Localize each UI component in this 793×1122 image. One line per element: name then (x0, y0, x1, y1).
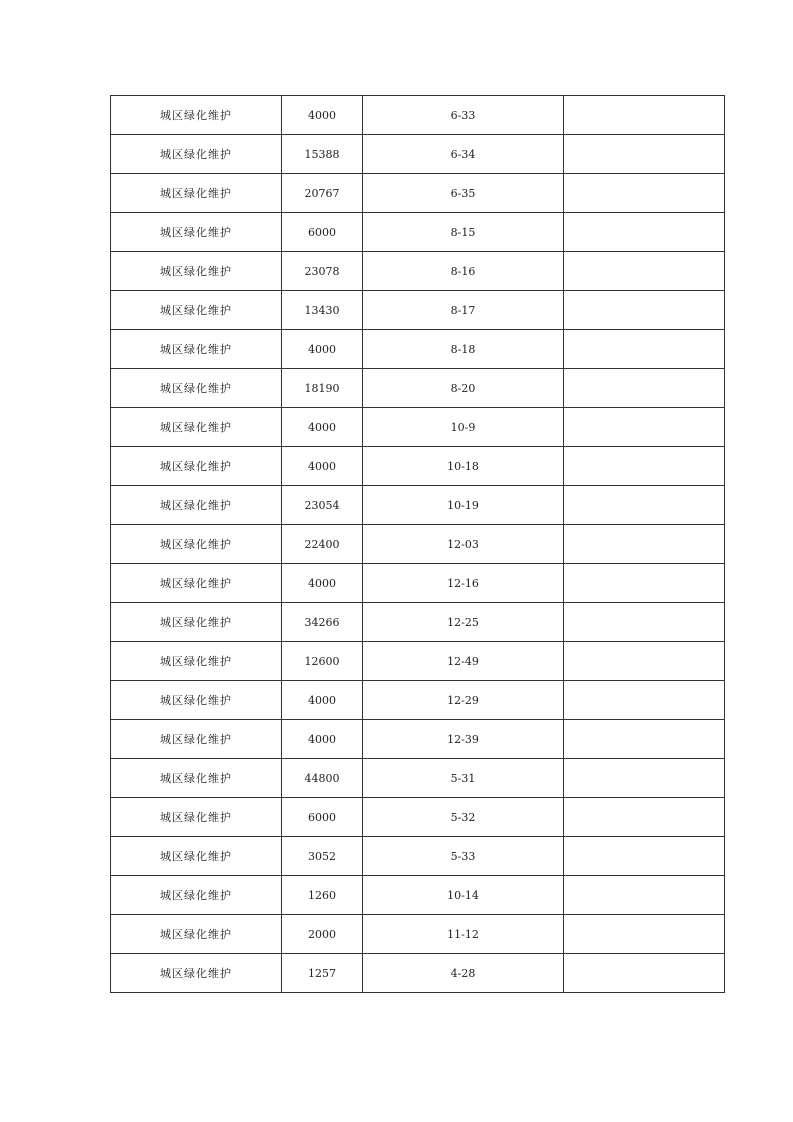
note-cell (564, 174, 725, 213)
amount-cell: 1257 (282, 954, 363, 993)
amount-cell: 3052 (282, 837, 363, 876)
note-cell (564, 408, 725, 447)
project-name-cell: 城区绿化维护 (111, 447, 282, 486)
amount-cell: 4000 (282, 681, 363, 720)
amount-cell: 4000 (282, 408, 363, 447)
code-cell: 5-32 (363, 798, 564, 837)
amount-cell: 15388 (282, 135, 363, 174)
note-cell (564, 486, 725, 525)
project-name-cell: 城区绿化维护 (111, 330, 282, 369)
table-row (111, 642, 725, 681)
note-cell (564, 525, 725, 564)
code-cell: 8-16 (363, 252, 564, 291)
amount-cell: 13430 (282, 291, 363, 330)
table-row (111, 96, 725, 135)
table-row (111, 330, 725, 369)
amount-cell: 4000 (282, 564, 363, 603)
project-name-cell: 城区绿化维护 (111, 408, 282, 447)
note-cell (564, 369, 725, 408)
note-cell (564, 798, 725, 837)
note-cell (564, 603, 725, 642)
note-cell (564, 252, 725, 291)
amount-cell: 1260 (282, 876, 363, 915)
project-name-cell: 城区绿化维护 (111, 252, 282, 291)
code-cell: 12-25 (363, 603, 564, 642)
note-cell (564, 759, 725, 798)
amount-cell: 4000 (282, 720, 363, 759)
note-cell (564, 720, 725, 759)
table-body (111, 96, 725, 993)
amount-cell: 22400 (282, 525, 363, 564)
project-name-cell: 城区绿化维护 (111, 174, 282, 213)
amount-cell: 4000 (282, 96, 363, 135)
table-row (111, 876, 725, 915)
code-cell: 8-15 (363, 213, 564, 252)
table-row (111, 213, 725, 252)
code-cell: 12-16 (363, 564, 564, 603)
project-name-cell: 城区绿化维护 (111, 135, 282, 174)
code-cell: 6-35 (363, 174, 564, 213)
code-cell: 6-34 (363, 135, 564, 174)
project-name-cell: 城区绿化维护 (111, 915, 282, 954)
project-name-cell: 城区绿化维护 (111, 837, 282, 876)
project-name-cell: 城区绿化维护 (111, 681, 282, 720)
code-cell: 5-31 (363, 759, 564, 798)
code-cell: 11-12 (363, 915, 564, 954)
code-cell: 10-18 (363, 447, 564, 486)
note-cell (564, 681, 725, 720)
amount-cell: 23054 (282, 486, 363, 525)
amount-cell: 34266 (282, 603, 363, 642)
note-cell (564, 564, 725, 603)
code-cell: 10-19 (363, 486, 564, 525)
code-cell: 8-18 (363, 330, 564, 369)
code-cell: 10-9 (363, 408, 564, 447)
project-name-cell: 城区绿化维护 (111, 603, 282, 642)
table-row (111, 603, 725, 642)
code-cell: 12-03 (363, 525, 564, 564)
amount-cell: 6000 (282, 213, 363, 252)
note-cell (564, 954, 725, 993)
table-row (111, 837, 725, 876)
code-cell: 12-29 (363, 681, 564, 720)
project-name-cell: 城区绿化维护 (111, 642, 282, 681)
project-name-cell: 城区绿化维护 (111, 720, 282, 759)
project-name-cell: 城区绿化维护 (111, 759, 282, 798)
table-row (111, 369, 725, 408)
amount-cell: 4000 (282, 330, 363, 369)
note-cell (564, 837, 725, 876)
project-name-cell: 城区绿化维护 (111, 369, 282, 408)
note-cell (564, 96, 725, 135)
code-cell: 12-49 (363, 642, 564, 681)
note-cell (564, 330, 725, 369)
amount-cell: 2000 (282, 915, 363, 954)
code-cell: 10-14 (363, 876, 564, 915)
code-cell: 12-39 (363, 720, 564, 759)
table-row (111, 564, 725, 603)
table-row (111, 252, 725, 291)
table-row (111, 915, 725, 954)
code-cell: 5-33 (363, 837, 564, 876)
code-cell: 4-28 (363, 954, 564, 993)
table-row (111, 954, 725, 993)
table-row (111, 681, 725, 720)
note-cell (564, 642, 725, 681)
note-cell (564, 876, 725, 915)
note-cell (564, 135, 725, 174)
amount-cell: 20767 (282, 174, 363, 213)
amount-cell: 12600 (282, 642, 363, 681)
note-cell (564, 213, 725, 252)
table-row (111, 447, 725, 486)
table-row (111, 174, 725, 213)
note-cell (564, 915, 725, 954)
note-cell (564, 447, 725, 486)
project-name-cell: 城区绿化维护 (111, 291, 282, 330)
amount-cell: 18190 (282, 369, 363, 408)
code-cell: 8-20 (363, 369, 564, 408)
table-row (111, 486, 725, 525)
data-table (110, 95, 725, 993)
project-name-cell: 城区绿化维护 (111, 798, 282, 837)
project-name-cell: 城区绿化维护 (111, 954, 282, 993)
project-name-cell: 城区绿化维护 (111, 876, 282, 915)
table-row (111, 291, 725, 330)
project-name-cell: 城区绿化维护 (111, 564, 282, 603)
note-cell (564, 291, 725, 330)
table-row (111, 759, 725, 798)
table-row (111, 525, 725, 564)
amount-cell: 44800 (282, 759, 363, 798)
project-name-cell: 城区绿化维护 (111, 96, 282, 135)
project-name-cell: 城区绿化维护 (111, 213, 282, 252)
table-row (111, 798, 725, 837)
code-cell: 8-17 (363, 291, 564, 330)
amount-cell: 4000 (282, 447, 363, 486)
table-row (111, 135, 725, 174)
project-name-cell: 城区绿化维护 (111, 486, 282, 525)
project-name-cell: 城区绿化维护 (111, 525, 282, 564)
code-cell: 6-33 (363, 96, 564, 135)
amount-cell: 6000 (282, 798, 363, 837)
amount-cell: 23078 (282, 252, 363, 291)
table-row (111, 720, 725, 759)
table-row (111, 408, 725, 447)
